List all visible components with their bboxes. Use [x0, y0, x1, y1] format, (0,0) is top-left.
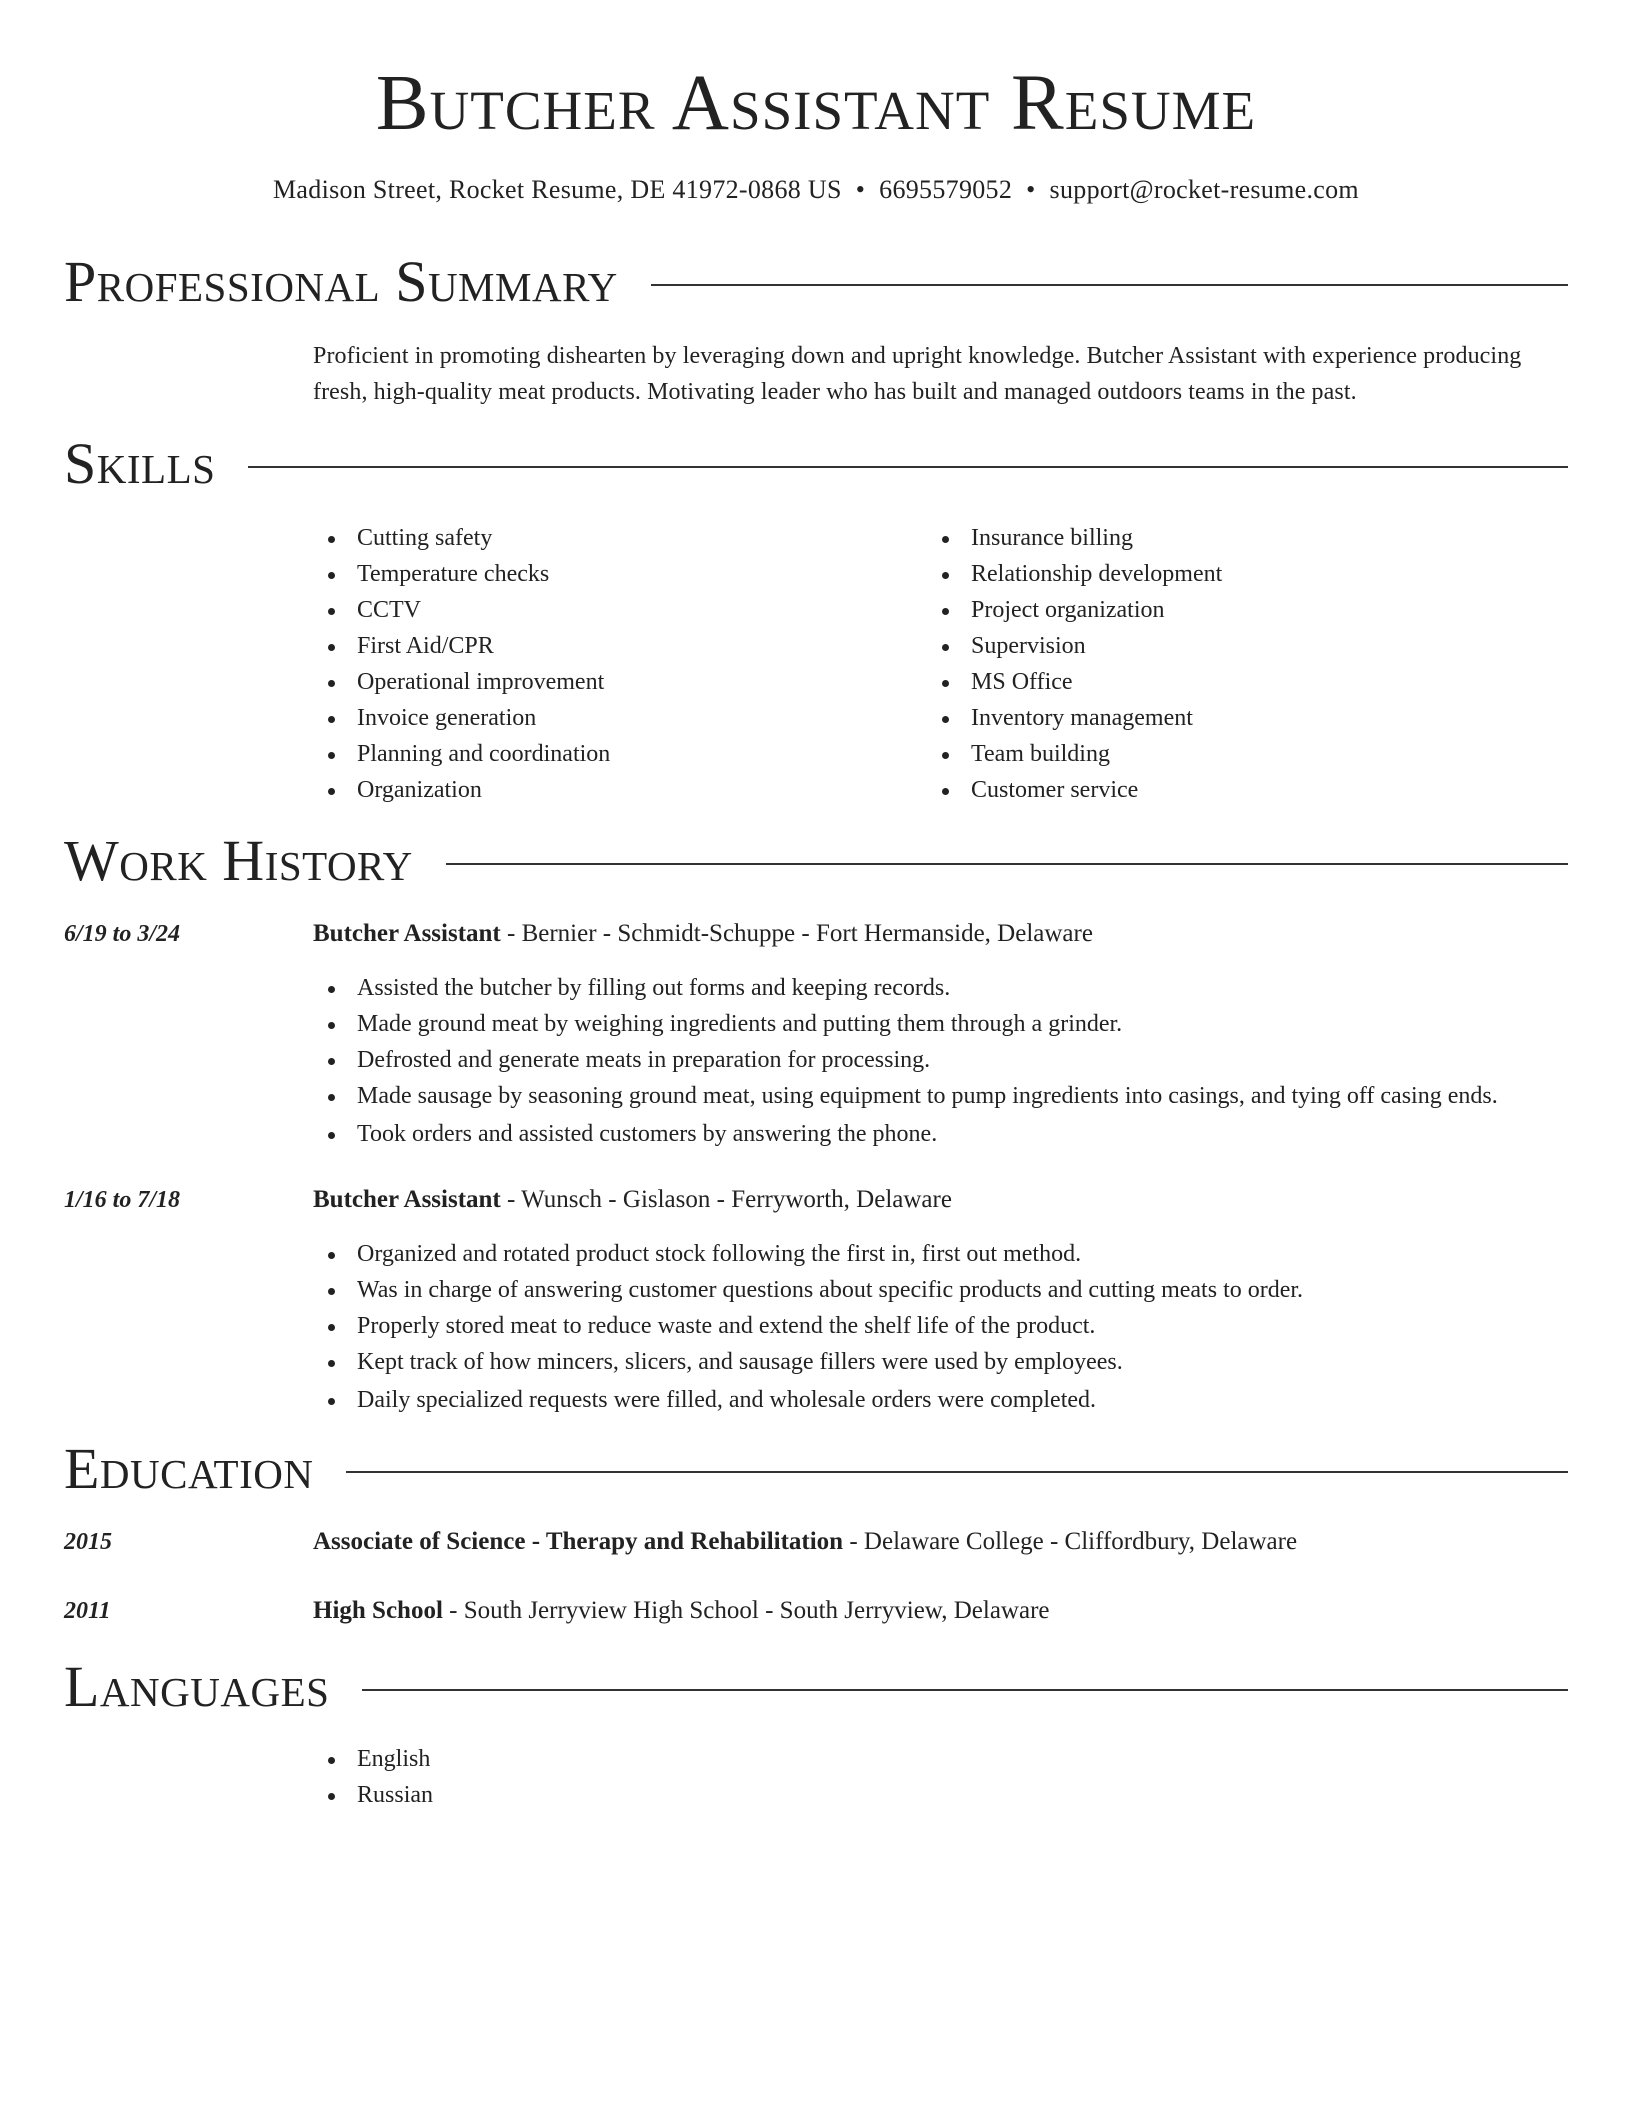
job-bullet: Daily specialized requests were filled, and wholesale orders were completed.	[313, 1382, 1303, 1418]
skill-item: Planning and coordination	[313, 736, 610, 772]
job-bullet: Was in charge of answering customer questions about specific products and cutting meats to order.	[313, 1272, 1303, 1308]
section-title-summary: Professional Summary	[64, 249, 618, 314]
skill-item: Supervision	[927, 628, 1222, 664]
education-year: 2011	[64, 1598, 111, 1624]
skill-item: Team building	[927, 736, 1222, 772]
skill-item: First Aid/CPR	[313, 628, 610, 664]
skill-item: Customer service	[927, 772, 1222, 808]
section-header-work-history	[64, 829, 1568, 893]
job-title: Butcher Assistant	[313, 920, 501, 947]
skills-list-left	[313, 520, 610, 808]
contact-phone: 6695579052	[879, 175, 1013, 204]
job-dates: 6/19 to 3/24	[64, 921, 181, 947]
skill-item: Insurance billing	[927, 520, 1222, 556]
job-bullet: Made ground meat by weighing ingredients and putting them through a grinder.	[313, 1006, 1498, 1042]
language-item: English	[313, 1741, 433, 1777]
skill-item: CCTV	[313, 592, 610, 628]
section-header-languages	[64, 1655, 1568, 1719]
job-bullet: Assisted the butcher by filling out forms and keeping records.	[313, 970, 1498, 1006]
skill-item: MS Office	[927, 664, 1222, 700]
contact-separator: •	[855, 175, 866, 204]
contact-line	[0, 173, 1632, 207]
section-header-summary	[64, 250, 1568, 314]
section-divider	[651, 284, 1568, 286]
skill-item: Project organization	[927, 592, 1222, 628]
skill-item: Relationship development	[927, 556, 1222, 592]
skills-list-right	[927, 520, 1222, 808]
skill-item: Inventory management	[927, 700, 1222, 736]
resume-title: Butcher Assistant Resume	[375, 60, 1257, 147]
section-header-education	[64, 1437, 1568, 1501]
skill-item: Temperature checks	[313, 556, 610, 592]
job-bullet: Properly stored meat to reduce waste and extend the shelf life of the product.	[313, 1308, 1303, 1344]
section-divider	[362, 1689, 1568, 1691]
section-header-skills	[64, 432, 1568, 496]
job-bullets	[313, 970, 1498, 1152]
contact-email: support@rocket-resume.com	[1049, 175, 1359, 204]
contact-separator: •	[1026, 175, 1036, 204]
job-bullets	[313, 1236, 1303, 1418]
job-bullet: Kept track of how mincers, slicers, and sausage fillers were used by employees.	[313, 1344, 1303, 1380]
education-degree: High School	[313, 1597, 443, 1624]
job-title: Butcher Assistant	[313, 1186, 501, 1213]
section-title-education: Education	[64, 1436, 314, 1501]
skill-item: Operational improvement	[313, 664, 610, 700]
job-heading	[313, 1183, 952, 1217]
education-entry	[313, 1525, 1297, 1559]
education-year: 2015	[64, 1529, 112, 1555]
job-dates: 1/16 to 7/18	[64, 1187, 181, 1213]
section-divider	[446, 863, 1568, 865]
skill-item: Organization	[313, 772, 610, 808]
section-title-work-history: Work History	[64, 828, 413, 893]
education-entry	[313, 1594, 1050, 1628]
education-details: - Delaware College - Cliffordbury, Delaware	[843, 1528, 1298, 1555]
language-item: Russian	[313, 1777, 433, 1813]
contact-address: Madison Street, Rocket Resume, DE 41972-0868 US	[273, 175, 842, 204]
section-divider	[248, 466, 1568, 468]
skill-item: Cutting safety	[313, 520, 610, 556]
job-details: - Wunsch - Gislason - Ferryworth, Delaware	[500, 1186, 952, 1213]
education-details: - South Jerryview High School - South Jerryview, Delaware	[442, 1597, 1050, 1624]
job-bullet: Took orders and assisted customers by answering the phone.	[313, 1116, 1498, 1152]
section-title-languages: Languages	[64, 1654, 330, 1719]
job-details: - Bernier - Schmidt-Schuppe - Fort Hermanside, Delaware	[500, 920, 1093, 947]
skill-item: Invoice generation	[313, 700, 610, 736]
languages-list	[313, 1741, 433, 1813]
job-bullet: Organized and rotated product stock following the first in, first out method.	[313, 1236, 1303, 1272]
section-divider	[346, 1471, 1568, 1473]
job-heading	[313, 917, 1093, 951]
job-bullet: Made sausage by seasoning ground meat, using equipment to pump ingredients into casings, and tying off casing ends.	[313, 1078, 1498, 1114]
education-degree: Associate of Science - Therapy and Rehabilitation	[313, 1528, 844, 1555]
job-bullet: Defrosted and generate meats in preparation for processing.	[313, 1042, 1498, 1078]
section-title-skills: Skills	[64, 431, 216, 496]
summary-text: Proficient in promoting dishearten by leveraging down and upright knowledge. Butcher Assistant with experience producing fresh, high-quality meat products. Motivating leader who has built and managed outdoors teams in the past.	[313, 343, 1522, 405]
